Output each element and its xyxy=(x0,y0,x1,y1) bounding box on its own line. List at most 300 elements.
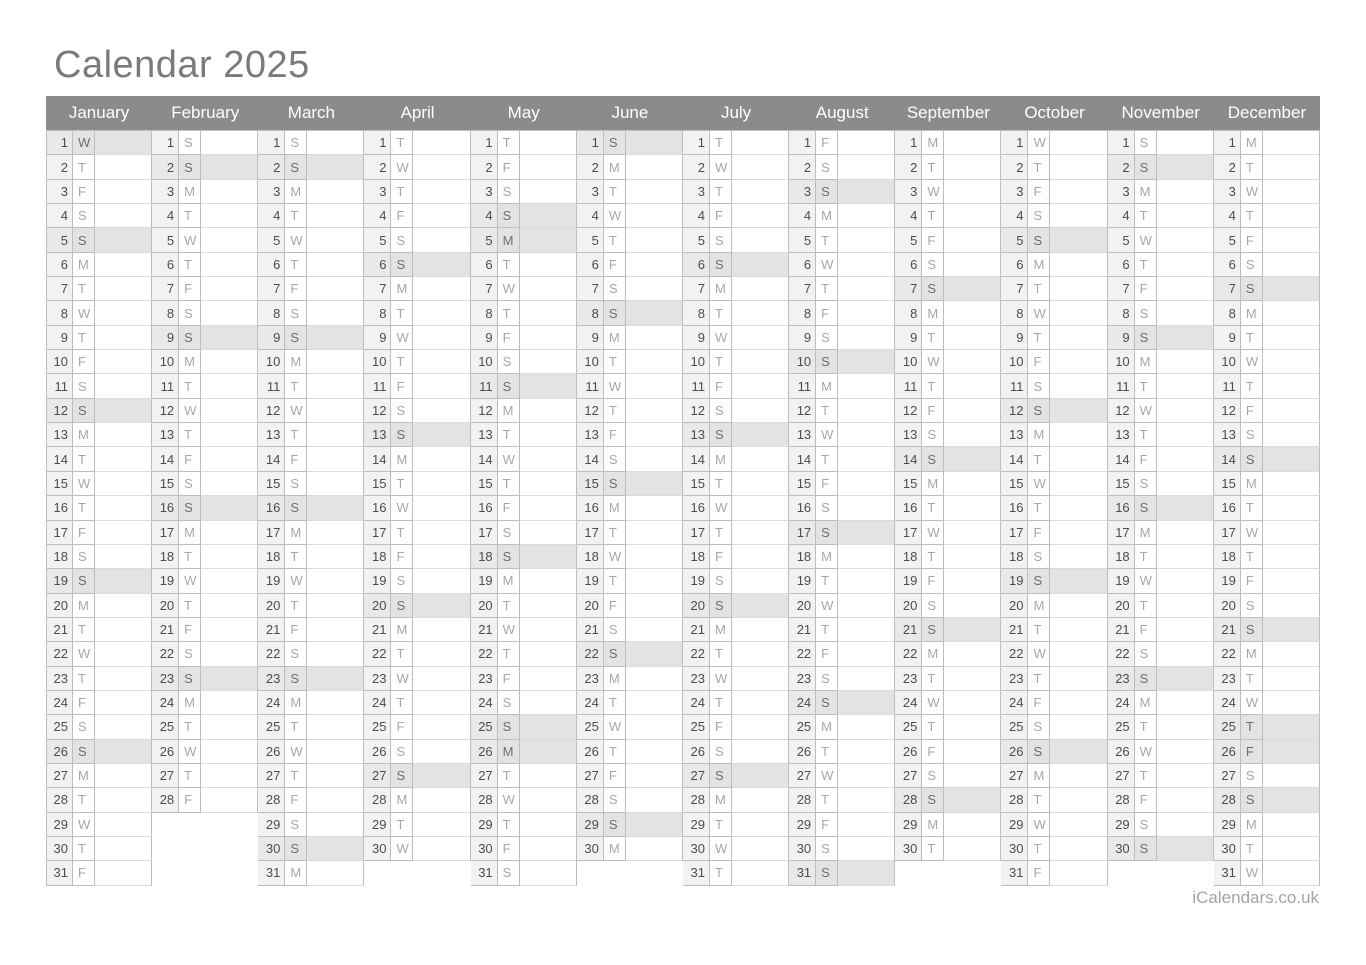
day-row-january-11 xyxy=(46,374,152,398)
day-notes-area xyxy=(307,277,364,301)
weekday-letter: T xyxy=(1028,326,1050,350)
day-number: 18 xyxy=(577,545,604,569)
day-row-february-14 xyxy=(152,447,258,471)
day-notes-area xyxy=(732,253,789,277)
day-row-march-10 xyxy=(258,350,364,374)
weekday-letter: F xyxy=(604,253,626,277)
weekday-letter: S xyxy=(1028,545,1050,569)
day-row-may-12 xyxy=(471,399,577,423)
day-notes-area xyxy=(1050,861,1107,885)
day-row-may-26 xyxy=(471,740,577,764)
day-notes-area xyxy=(944,594,1001,618)
day-row-july-23 xyxy=(683,667,789,691)
day-row-september-25 xyxy=(895,715,1001,739)
day-number: 6 xyxy=(46,253,73,277)
weekday-letter: W xyxy=(179,740,201,764)
day-number: 26 xyxy=(1214,740,1241,764)
weekday-letter: F xyxy=(816,472,838,496)
day-notes-area xyxy=(732,788,789,812)
day-number: 10 xyxy=(1214,350,1241,374)
day-row-april-5 xyxy=(364,228,470,252)
day-notes-area xyxy=(413,277,470,301)
day-row-march-28 xyxy=(258,788,364,812)
weekday-letter: F xyxy=(391,715,413,739)
day-notes-area xyxy=(626,374,683,398)
day-row-august-30 xyxy=(789,837,895,861)
day-notes-area xyxy=(838,837,895,861)
weekday-letter: M xyxy=(391,277,413,301)
day-notes-area xyxy=(520,764,577,788)
weekday-letter: S xyxy=(710,399,732,423)
day-notes-area xyxy=(1263,180,1320,204)
day-row-may-2 xyxy=(471,155,577,179)
weekday-letter: F xyxy=(179,277,201,301)
day-number: 4 xyxy=(1108,204,1135,228)
weekday-letter: M xyxy=(816,715,838,739)
day-notes-area xyxy=(838,180,895,204)
day-row-march-19 xyxy=(258,569,364,593)
day-row-june-15 xyxy=(577,472,683,496)
day-number: 25 xyxy=(1214,715,1241,739)
day-number: 22 xyxy=(152,642,179,666)
day-row-june-7 xyxy=(577,277,683,301)
day-notes-area xyxy=(1263,277,1320,301)
day-number: 1 xyxy=(577,131,604,155)
weekday-letter: F xyxy=(73,180,95,204)
weekday-letter: T xyxy=(816,228,838,252)
day-notes-area xyxy=(413,204,470,228)
day-notes-area xyxy=(838,374,895,398)
day-row-september-15 xyxy=(895,472,1001,496)
day-row-july-5 xyxy=(683,228,789,252)
day-row-march-8 xyxy=(258,301,364,325)
day-row-november-7 xyxy=(1108,277,1214,301)
day-row-october-5 xyxy=(1001,228,1107,252)
weekday-letter: S xyxy=(498,350,520,374)
day-notes-area xyxy=(1157,642,1214,666)
weekday-letter: S xyxy=(922,618,944,642)
day-number: 8 xyxy=(683,301,710,325)
day-notes-area xyxy=(520,326,577,350)
day-number: 22 xyxy=(789,642,816,666)
day-number: 21 xyxy=(683,618,710,642)
weekday-letter: T xyxy=(498,813,520,837)
weekday-letter: M xyxy=(816,204,838,228)
weekday-letter: S xyxy=(73,228,95,252)
day-number: 6 xyxy=(1214,253,1241,277)
day-notes-area xyxy=(732,642,789,666)
day-number: 5 xyxy=(364,228,391,252)
day-row-june-10 xyxy=(577,350,683,374)
day-notes-area xyxy=(944,764,1001,788)
weekday-letter: S xyxy=(73,569,95,593)
day-number: 25 xyxy=(46,715,73,739)
day-number: 30 xyxy=(471,837,498,861)
day-notes-area xyxy=(944,155,1001,179)
day-notes-area xyxy=(520,715,577,739)
day-notes-area xyxy=(1157,667,1214,691)
weekday-letter: S xyxy=(816,837,838,861)
weekday-letter: T xyxy=(73,837,95,861)
day-number: 5 xyxy=(1108,228,1135,252)
day-row-february-23 xyxy=(152,667,258,691)
day-row-august-7 xyxy=(789,277,895,301)
day-notes-area xyxy=(520,228,577,252)
weekday-letter: S xyxy=(1135,155,1157,179)
weekday-letter: M xyxy=(73,253,95,277)
weekday-letter: W xyxy=(391,837,413,861)
day-row-august-11 xyxy=(789,374,895,398)
day-row-may-4 xyxy=(471,204,577,228)
weekday-letter: W xyxy=(922,350,944,374)
day-row-august-5 xyxy=(789,228,895,252)
weekday-letter: T xyxy=(1028,447,1050,471)
day-notes-area xyxy=(838,545,895,569)
day-number: 13 xyxy=(1214,423,1241,447)
day-row-june-16 xyxy=(577,496,683,520)
day-number: 30 xyxy=(1108,837,1135,861)
day-notes-area xyxy=(95,740,152,764)
day-row-september-6 xyxy=(895,253,1001,277)
day-row-january-17 xyxy=(46,521,152,545)
day-notes-area xyxy=(626,399,683,423)
day-notes-area xyxy=(520,131,577,155)
calendar-grid xyxy=(46,130,1320,886)
day-number: 20 xyxy=(152,594,179,618)
day-row-july-9 xyxy=(683,326,789,350)
day-row-january-25 xyxy=(46,715,152,739)
weekday-letter: W xyxy=(1135,399,1157,423)
weekday-letter: F xyxy=(1135,277,1157,301)
month-column-september xyxy=(895,130,1001,861)
day-row-december-9 xyxy=(1214,326,1320,350)
day-notes-area xyxy=(201,326,258,350)
day-notes-area xyxy=(307,861,364,885)
weekday-letter: S xyxy=(73,204,95,228)
day-number: 22 xyxy=(895,642,922,666)
weekday-letter: S xyxy=(710,423,732,447)
day-notes-area xyxy=(1157,326,1214,350)
day-row-may-16 xyxy=(471,496,577,520)
day-row-march-30 xyxy=(258,837,364,861)
day-row-december-13 xyxy=(1214,423,1320,447)
weekday-letter: S xyxy=(1241,423,1263,447)
day-number: 31 xyxy=(46,861,73,885)
day-row-august-18 xyxy=(789,545,895,569)
day-number: 14 xyxy=(364,447,391,471)
weekday-letter: T xyxy=(285,545,307,569)
day-number: 3 xyxy=(1108,180,1135,204)
day-row-october-16 xyxy=(1001,496,1107,520)
weekday-letter: S xyxy=(285,301,307,325)
weekday-letter: T xyxy=(391,131,413,155)
day-number: 24 xyxy=(1108,691,1135,715)
day-row-november-21 xyxy=(1108,618,1214,642)
day-row-february-24 xyxy=(152,691,258,715)
day-notes-area xyxy=(307,813,364,837)
weekday-letter: S xyxy=(1135,813,1157,837)
day-number: 17 xyxy=(1108,521,1135,545)
day-notes-area xyxy=(95,691,152,715)
day-row-december-28 xyxy=(1214,788,1320,812)
day-row-april-25 xyxy=(364,715,470,739)
day-row-november-19 xyxy=(1108,569,1214,593)
day-row-may-24 xyxy=(471,691,577,715)
weekday-letter: T xyxy=(1241,545,1263,569)
day-notes-area xyxy=(95,301,152,325)
day-row-december-24 xyxy=(1214,691,1320,715)
day-number: 6 xyxy=(683,253,710,277)
weekday-letter: W xyxy=(1028,813,1050,837)
day-number: 7 xyxy=(152,277,179,301)
day-row-march-15 xyxy=(258,472,364,496)
day-number: 13 xyxy=(258,423,285,447)
weekday-letter: T xyxy=(73,788,95,812)
day-row-march-5 xyxy=(258,228,364,252)
day-number: 11 xyxy=(471,374,498,398)
day-number: 18 xyxy=(1214,545,1241,569)
day-row-january-19 xyxy=(46,569,152,593)
day-number: 12 xyxy=(364,399,391,423)
day-number: 20 xyxy=(683,594,710,618)
day-notes-area xyxy=(201,131,258,155)
day-number: 20 xyxy=(364,594,391,618)
day-row-january-22 xyxy=(46,642,152,666)
day-number: 21 xyxy=(1214,618,1241,642)
day-row-april-11 xyxy=(364,374,470,398)
weekday-letter: S xyxy=(604,642,626,666)
day-notes-area xyxy=(626,326,683,350)
day-notes-area xyxy=(838,618,895,642)
day-notes-area xyxy=(944,667,1001,691)
day-number: 2 xyxy=(895,155,922,179)
day-notes-area xyxy=(1050,764,1107,788)
day-row-april-12 xyxy=(364,399,470,423)
day-notes-area xyxy=(1263,447,1320,471)
day-row-june-12 xyxy=(577,399,683,423)
day-notes-area xyxy=(838,472,895,496)
day-row-october-21 xyxy=(1001,618,1107,642)
day-row-march-27 xyxy=(258,764,364,788)
day-notes-area xyxy=(201,253,258,277)
day-number: 28 xyxy=(1001,788,1028,812)
day-notes-area xyxy=(626,837,683,861)
day-number: 17 xyxy=(1214,521,1241,545)
day-notes-area xyxy=(413,788,470,812)
day-row-july-7 xyxy=(683,277,789,301)
day-row-march-17 xyxy=(258,521,364,545)
day-notes-area xyxy=(1157,788,1214,812)
day-notes-area xyxy=(520,642,577,666)
day-notes-area xyxy=(838,569,895,593)
day-row-april-28 xyxy=(364,788,470,812)
day-notes-area xyxy=(732,180,789,204)
weekday-letter: T xyxy=(498,423,520,447)
weekday-letter: W xyxy=(816,764,838,788)
day-row-april-16 xyxy=(364,496,470,520)
day-notes-area xyxy=(732,618,789,642)
day-notes-area xyxy=(1050,228,1107,252)
weekday-letter: F xyxy=(1241,569,1263,593)
day-number: 10 xyxy=(1108,350,1135,374)
weekday-letter: M xyxy=(1241,301,1263,325)
day-row-august-17 xyxy=(789,521,895,545)
weekday-letter: S xyxy=(710,253,732,277)
day-notes-area xyxy=(1263,618,1320,642)
day-row-november-24 xyxy=(1108,691,1214,715)
day-number: 12 xyxy=(46,399,73,423)
day-number: 11 xyxy=(895,374,922,398)
day-number: 16 xyxy=(683,496,710,520)
weekday-letter: T xyxy=(73,618,95,642)
weekday-letter: T xyxy=(1028,667,1050,691)
weekday-letter: M xyxy=(285,350,307,374)
day-row-may-23 xyxy=(471,667,577,691)
day-row-february-15 xyxy=(152,472,258,496)
day-row-november-25 xyxy=(1108,715,1214,739)
weekday-letter: T xyxy=(710,813,732,837)
day-row-april-13 xyxy=(364,423,470,447)
day-number: 27 xyxy=(1108,764,1135,788)
day-row-february-12 xyxy=(152,399,258,423)
day-row-january-29 xyxy=(46,813,152,837)
day-notes-area xyxy=(626,813,683,837)
day-notes-area xyxy=(1050,667,1107,691)
day-number: 7 xyxy=(895,277,922,301)
day-notes-area xyxy=(1157,545,1214,569)
day-row-january-7 xyxy=(46,277,152,301)
day-number: 30 xyxy=(46,837,73,861)
day-number: 14 xyxy=(789,447,816,471)
weekday-letter: S xyxy=(285,155,307,179)
day-row-march-14 xyxy=(258,447,364,471)
day-notes-area xyxy=(944,496,1001,520)
day-number: 11 xyxy=(152,374,179,398)
day-notes-area xyxy=(626,350,683,374)
day-number: 27 xyxy=(46,764,73,788)
weekday-letter: S xyxy=(1135,496,1157,520)
day-number: 28 xyxy=(683,788,710,812)
day-notes-area xyxy=(307,667,364,691)
day-notes-area xyxy=(1157,472,1214,496)
day-row-august-15 xyxy=(789,472,895,496)
day-row-october-6 xyxy=(1001,253,1107,277)
day-notes-area xyxy=(1157,204,1214,228)
day-number: 24 xyxy=(364,691,391,715)
day-number: 12 xyxy=(471,399,498,423)
day-notes-area xyxy=(413,496,470,520)
day-notes-area xyxy=(732,594,789,618)
weekday-letter: S xyxy=(285,326,307,350)
day-row-may-10 xyxy=(471,350,577,374)
weekday-letter: T xyxy=(710,131,732,155)
weekday-letter: W xyxy=(1241,521,1263,545)
day-row-february-3 xyxy=(152,180,258,204)
weekday-letter: M xyxy=(285,180,307,204)
day-notes-area xyxy=(307,521,364,545)
day-row-may-5 xyxy=(471,228,577,252)
day-row-october-18 xyxy=(1001,545,1107,569)
day-row-april-1 xyxy=(364,131,470,155)
weekday-letter: S xyxy=(498,545,520,569)
day-notes-area xyxy=(201,521,258,545)
day-notes-area xyxy=(838,861,895,885)
day-notes-area xyxy=(838,740,895,764)
day-notes-area xyxy=(201,667,258,691)
weekday-letter: T xyxy=(710,180,732,204)
day-row-september-14 xyxy=(895,447,1001,471)
weekday-letter: T xyxy=(285,715,307,739)
day-notes-area xyxy=(838,764,895,788)
day-row-june-5 xyxy=(577,228,683,252)
weekday-letter: T xyxy=(1028,277,1050,301)
weekday-letter: T xyxy=(285,253,307,277)
weekday-letter: T xyxy=(1135,374,1157,398)
day-number: 22 xyxy=(1001,642,1028,666)
day-number: 23 xyxy=(1108,667,1135,691)
weekday-letter: S xyxy=(391,594,413,618)
day-number: 16 xyxy=(789,496,816,520)
day-number: 24 xyxy=(471,691,498,715)
weekday-letter: W xyxy=(816,594,838,618)
day-notes-area xyxy=(413,740,470,764)
day-row-december-31 xyxy=(1214,861,1320,885)
weekday-letter: T xyxy=(1135,204,1157,228)
day-notes-area xyxy=(95,447,152,471)
weekday-letter: F xyxy=(1135,618,1157,642)
weekday-letter: S xyxy=(1135,837,1157,861)
day-number: 19 xyxy=(577,569,604,593)
day-row-august-25 xyxy=(789,715,895,739)
day-row-december-12 xyxy=(1214,399,1320,423)
day-notes-area xyxy=(201,228,258,252)
day-row-september-29 xyxy=(895,813,1001,837)
day-notes-area xyxy=(307,642,364,666)
day-notes-area xyxy=(626,496,683,520)
day-row-august-26 xyxy=(789,740,895,764)
day-notes-area xyxy=(944,740,1001,764)
day-number: 25 xyxy=(577,715,604,739)
day-number: 9 xyxy=(258,326,285,350)
weekday-letter: S xyxy=(922,447,944,471)
day-notes-area xyxy=(520,447,577,471)
day-number: 25 xyxy=(258,715,285,739)
weekday-letter: S xyxy=(710,569,732,593)
day-notes-area xyxy=(732,715,789,739)
day-notes-area xyxy=(732,423,789,447)
day-row-september-27 xyxy=(895,764,1001,788)
day-number: 6 xyxy=(1001,253,1028,277)
day-number: 17 xyxy=(364,521,391,545)
weekday-letter: T xyxy=(498,764,520,788)
day-number: 14 xyxy=(577,447,604,471)
day-number: 9 xyxy=(577,326,604,350)
month-header-august: August xyxy=(815,103,869,122)
day-number: 11 xyxy=(46,374,73,398)
day-row-may-14 xyxy=(471,447,577,471)
day-number: 26 xyxy=(152,740,179,764)
day-notes-area xyxy=(1157,521,1214,545)
day-notes-area xyxy=(1263,569,1320,593)
day-number: 9 xyxy=(1214,326,1241,350)
day-number: 20 xyxy=(789,594,816,618)
day-notes-area xyxy=(95,472,152,496)
weekday-letter: T xyxy=(1028,496,1050,520)
day-number: 13 xyxy=(471,423,498,447)
day-notes-area xyxy=(307,594,364,618)
day-row-january-15 xyxy=(46,472,152,496)
weekday-letter: S xyxy=(391,399,413,423)
